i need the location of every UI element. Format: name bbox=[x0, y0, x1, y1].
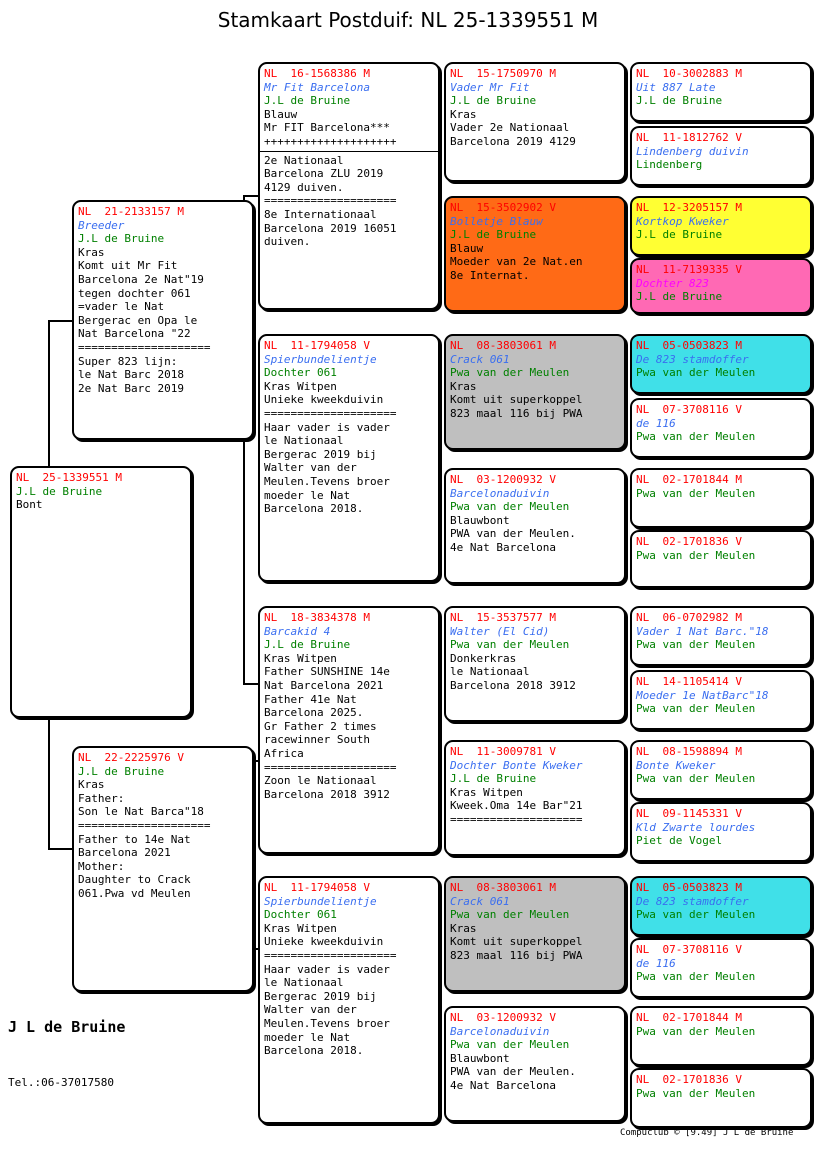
card-text-line: Lindenberg duivin bbox=[636, 144, 749, 158]
card-text-line: Pwa van der Meulen bbox=[636, 1024, 756, 1038]
pedigree-card[interactable] bbox=[444, 606, 626, 722]
card-text-line: ++++++++++++++++++++ bbox=[264, 134, 397, 148]
card-text-line: Dochter Bonte Kweker bbox=[450, 758, 583, 772]
pedigree-card[interactable] bbox=[630, 530, 812, 588]
card-text-line: ==================== bbox=[78, 340, 211, 354]
card-text-line: Dochter 823 bbox=[636, 276, 709, 290]
card-text-line: 4e Nat Barcelona bbox=[450, 540, 556, 554]
card-text-line: Bont bbox=[16, 498, 43, 512]
card-text-line: J.L de Bruine bbox=[264, 638, 351, 652]
pedigree-card[interactable] bbox=[630, 938, 812, 998]
card-text-line: 2e Nat Barc 2019 bbox=[78, 381, 184, 395]
ring-number: NL 11-1812762 V bbox=[636, 131, 742, 144]
card-text-line: J.L de Bruine bbox=[636, 228, 723, 242]
card-text-line: Komt uit superkoppel bbox=[450, 935, 583, 949]
card-text-line: Pwa van der Meulen bbox=[450, 1038, 570, 1052]
card-text-line: Kras bbox=[78, 778, 105, 792]
card-text-line: Barcelonaduivin bbox=[450, 1024, 550, 1038]
pedigree-card[interactable] bbox=[258, 606, 440, 854]
card-text-line: Pwa van der Meulen bbox=[636, 366, 756, 380]
ring-number: NL 15-1750970 M bbox=[450, 67, 556, 80]
card-text-line: Meulen.Tevens broer bbox=[264, 474, 390, 488]
pedigree-card[interactable] bbox=[444, 334, 626, 450]
card-text-line: J.L de Bruine bbox=[450, 228, 537, 242]
card-text-line: Moeder van 2e Nat.en bbox=[450, 255, 583, 269]
card-text-line: Blauw bbox=[450, 241, 484, 255]
card-divider bbox=[260, 151, 438, 152]
pedigree-card[interactable] bbox=[444, 740, 626, 856]
card-text-line: 823 maal 116 bij PWA bbox=[450, 406, 583, 420]
card-text-line: Pwa van der Meulen bbox=[450, 908, 570, 922]
card-text-line: Blauwbont bbox=[450, 513, 510, 527]
ring-number: NL 14-1105414 V bbox=[636, 675, 742, 688]
footer-credit: Compuclub © [9.49] J L de Bruine bbox=[620, 1128, 794, 1138]
ring-number: NL 25-1339551 M bbox=[16, 471, 122, 484]
card-text-line: J.L de Bruine bbox=[78, 232, 165, 246]
pedigree-card[interactable] bbox=[258, 62, 440, 310]
ring-number: NL 11-7139335 V bbox=[636, 263, 742, 276]
pedigree-card[interactable] bbox=[630, 1068, 812, 1128]
card-text-line: Super 823 lijn: bbox=[78, 354, 178, 368]
ring-number: NL 22-2225976 V bbox=[78, 751, 184, 764]
card-text-line: =vader le Nat bbox=[78, 300, 165, 314]
card-text-line: Vader Mr Fit bbox=[450, 80, 530, 94]
card-text-line: 4e Nat Barcelona bbox=[450, 1078, 556, 1092]
card-text-line: ==================== bbox=[264, 406, 397, 420]
card-text-line: Barcakid 4 bbox=[264, 624, 331, 638]
pedigree-card[interactable] bbox=[630, 258, 812, 314]
ring-number: NL 07-3708116 V bbox=[636, 943, 742, 956]
card-text-line: Father to 14e Nat bbox=[78, 832, 191, 846]
card-text-line: le Nationaal bbox=[264, 434, 344, 448]
card-text-line: Haar vader is vader bbox=[264, 962, 390, 976]
ring-number: NL 08-1598894 M bbox=[636, 745, 742, 758]
card-text-line: Barcelona 2018. bbox=[264, 1044, 364, 1058]
card-text-line: ==================== bbox=[264, 760, 397, 774]
ring-number: NL 16-1568386 M bbox=[264, 67, 370, 80]
card-text-line: Nat Barcelona 2021 bbox=[264, 678, 384, 692]
card-text-line: Walter van der bbox=[264, 461, 357, 475]
card-text-line: racewinner South bbox=[264, 733, 370, 747]
card-text-line: J.L de Bruine bbox=[450, 94, 537, 108]
connector-line bbox=[48, 848, 72, 850]
ring-number: NL 15-3502902 V bbox=[450, 201, 556, 214]
pedigree-card[interactable] bbox=[444, 468, 626, 584]
card-text-line: PWA van der Meulen. bbox=[450, 527, 576, 541]
ring-number: NL 02-1701836 V bbox=[636, 1073, 742, 1086]
card-text-line: ==================== bbox=[78, 818, 211, 832]
card-text-line: Crack 061 bbox=[450, 894, 510, 908]
card-text-line: Son le Nat Barca"18 bbox=[78, 805, 204, 819]
card-text-line: Bolletje Blauw bbox=[450, 214, 543, 228]
ring-number: NL 07-3708116 V bbox=[636, 403, 742, 416]
card-text-line: Father 41e Nat bbox=[264, 692, 357, 706]
ring-number: NL 18-3834378 M bbox=[264, 611, 370, 624]
card-text-line: J.L de Bruine bbox=[16, 484, 103, 498]
card-text-line: Donkerkras bbox=[450, 651, 517, 665]
card-text-line: PWA van der Meulen. bbox=[450, 1065, 576, 1079]
card-text-line: Mother: bbox=[78, 859, 125, 873]
card-text-line: Nat Barcelona "22 bbox=[78, 327, 191, 341]
connector-line bbox=[243, 195, 259, 197]
ring-number: NL 05-0503823 M bbox=[636, 881, 742, 894]
pedigree-card[interactable] bbox=[630, 468, 812, 528]
card-text-line: Pwa van der Meulen bbox=[636, 702, 756, 716]
card-text-line: Vader 2e Nationaal bbox=[450, 121, 570, 135]
card-text-line: Komt uit Mr Fit bbox=[78, 259, 178, 273]
card-text-line: Moeder 1e NatBarc"18 bbox=[636, 688, 769, 702]
card-text-line: Unieke kweekduivin bbox=[264, 393, 384, 407]
ring-number: NL 06-0702982 M bbox=[636, 611, 742, 624]
card-text-line: Piet de Vogel bbox=[636, 834, 723, 848]
card-text-line: Blauw bbox=[264, 107, 298, 121]
card-text-line: Meulen.Tevens broer bbox=[264, 1016, 390, 1030]
pedigree-card[interactable] bbox=[630, 334, 812, 394]
card-text-line: Pwa van der Meulen bbox=[450, 366, 570, 380]
card-text-line: Kweek.Oma 14e Bar"21 bbox=[450, 799, 583, 813]
card-text-line: J.L de Bruine bbox=[636, 290, 723, 304]
card-text-line: Barcelona 2025. bbox=[264, 706, 364, 720]
card-text-line: Pwa van der Meulen bbox=[450, 500, 570, 514]
card-text-line: Barcelona 2021 bbox=[78, 846, 171, 860]
pedigree-card[interactable] bbox=[630, 62, 812, 122]
ring-number: NL 15-3537577 M bbox=[450, 611, 556, 624]
card-text-line: J.L de Bruine bbox=[264, 94, 351, 108]
card-text-line: Mr Fit Barcelona bbox=[264, 80, 370, 94]
ring-number: NL 11-1794058 V bbox=[264, 339, 370, 352]
card-text-line: le Nationaal bbox=[264, 976, 344, 990]
pedigree-card[interactable] bbox=[258, 334, 440, 582]
card-text-line: Uit 887 Late bbox=[636, 80, 716, 94]
card-text-line: ==================== bbox=[264, 194, 397, 208]
card-text-line: Spierbundelientje bbox=[264, 894, 377, 908]
ring-number: NL 02-1701836 V bbox=[636, 535, 742, 548]
pedigree-card[interactable] bbox=[630, 196, 812, 256]
pedigree-card[interactable] bbox=[630, 802, 812, 862]
card-text-line: tegen dochter 061 bbox=[78, 286, 191, 300]
card-text-line: ==================== bbox=[450, 812, 583, 826]
ring-number: NL 10-3002883 M bbox=[636, 67, 742, 80]
card-text-line: Barcelona 2018 3912 bbox=[264, 787, 390, 801]
card-text-line: Kras bbox=[450, 379, 477, 393]
pedigree-card[interactable] bbox=[630, 606, 812, 666]
card-text-line: Pwa van der Meulen bbox=[636, 548, 756, 562]
card-text-line: Vader 1 Nat Barc."18 bbox=[636, 624, 769, 638]
card-text-line: Barcelona 2019 16051 bbox=[264, 221, 397, 235]
card-text-line: Pwa van der Meulen bbox=[636, 908, 756, 922]
pedigree-card[interactable] bbox=[444, 1006, 626, 1122]
pedigree-card[interactable] bbox=[444, 876, 626, 992]
ring-number: NL 03-1200932 V bbox=[450, 1011, 556, 1024]
ring-number: NL 12-3205157 M bbox=[636, 201, 742, 214]
card-text-line: Kras Witpen bbox=[450, 785, 523, 799]
pedigree-card[interactable] bbox=[10, 466, 192, 718]
card-text-line: Dochter 061 bbox=[264, 366, 337, 380]
card-text-line: ==================== bbox=[264, 948, 397, 962]
card-text-line: Kras bbox=[78, 245, 105, 259]
card-text-line: Pwa van der Meulen bbox=[450, 638, 570, 652]
ring-number: NL 08-3803061 M bbox=[450, 339, 556, 352]
card-text-line: Unieke kweekduivin bbox=[264, 935, 384, 949]
card-text-line: 8e Internationaal bbox=[264, 207, 377, 221]
card-text-line: Lindenberg bbox=[636, 158, 703, 172]
page-title: Stamkaart Postduif: NL 25-1339551 M bbox=[217, 8, 599, 32]
card-text-line: Walter (El Cid) bbox=[450, 624, 550, 638]
card-text-line: Pwa van der Meulen bbox=[636, 486, 756, 500]
pedigree-card[interactable] bbox=[258, 876, 440, 1124]
card-text-line: Crack 061 bbox=[450, 352, 510, 366]
card-text-line: Zoon le Nationaal bbox=[264, 774, 377, 788]
ring-number: NL 08-3803061 M bbox=[450, 881, 556, 894]
card-text-line: 2e Nationaal bbox=[264, 153, 344, 167]
card-text-line: Pwa van der Meulen bbox=[636, 970, 756, 984]
pedigree-card[interactable] bbox=[630, 398, 812, 458]
connector-line bbox=[243, 683, 259, 685]
card-text-line: Gr Father 2 times bbox=[264, 719, 377, 733]
card-text-line: Kld Zwarte lourdes bbox=[636, 820, 756, 834]
pedigree-card[interactable] bbox=[444, 196, 626, 312]
card-text-line: J.L de Bruine bbox=[450, 772, 537, 786]
card-text-line: Pwa van der Meulen bbox=[636, 430, 756, 444]
card-text-line: Komt uit superkoppel bbox=[450, 393, 583, 407]
card-text-line: Father SUNSHINE 14e bbox=[264, 665, 390, 679]
card-text-line: 823 maal 116 bij PWA bbox=[450, 948, 583, 962]
pedigree-card[interactable] bbox=[630, 670, 812, 730]
card-text-line: Mr FIT Barcelona*** bbox=[264, 121, 390, 135]
card-text-line: Barcelona 2019 4129 bbox=[450, 134, 576, 148]
ring-number: NL 02-1701844 M bbox=[636, 1011, 742, 1024]
pedigree-card[interactable] bbox=[630, 1006, 812, 1066]
ring-number: NL 09-1145331 V bbox=[636, 807, 742, 820]
card-text-line: le Nationaal bbox=[450, 665, 530, 679]
card-text-line: 4129 duiven. bbox=[264, 180, 344, 194]
card-text-line: Kras bbox=[450, 107, 477, 121]
card-text-line: moeder le Nat bbox=[264, 1030, 351, 1044]
card-text-line: Blauwbont bbox=[450, 1051, 510, 1065]
card-text-line: Bergerac 2019 bij bbox=[264, 989, 377, 1003]
card-text-line: Bonte Kweker bbox=[636, 758, 716, 772]
ring-number: NL 02-1701844 M bbox=[636, 473, 742, 486]
card-text-line: Kras bbox=[450, 921, 477, 935]
card-text-line: De 823 stamdoffer bbox=[636, 894, 749, 908]
pedigree-card[interactable] bbox=[630, 876, 812, 936]
connector-line bbox=[48, 320, 72, 322]
pedigree-card[interactable] bbox=[72, 200, 254, 440]
card-text-line: Pwa van der Meulen bbox=[636, 772, 756, 786]
card-text-line: Father: bbox=[78, 791, 125, 805]
card-text-line: de 116 bbox=[636, 416, 676, 430]
card-text-line: Kortkop Kweker bbox=[636, 214, 729, 228]
phone-number: Tel.:06-37017580 bbox=[8, 1076, 114, 1089]
card-text-line: J.L de Bruine bbox=[78, 764, 165, 778]
card-text-line: moeder le Nat bbox=[264, 488, 351, 502]
card-text-line: 061.Pwa vd Meulen bbox=[78, 886, 191, 900]
pedigree-card[interactable] bbox=[72, 746, 254, 992]
card-text-line: Barcelonaduivin bbox=[450, 486, 550, 500]
breeder-signature: J L de Bruine bbox=[8, 1018, 126, 1036]
card-text-line: Barcelona ZLU 2019 bbox=[264, 167, 384, 181]
card-text-line: De 823 stamdoffer bbox=[636, 352, 749, 366]
card-text-line: Africa bbox=[264, 746, 304, 760]
card-text-line: Bergerac en Opa le bbox=[78, 313, 198, 327]
card-text-line: Pwa van der Meulen bbox=[636, 1086, 756, 1100]
card-text-line: J.L de Bruine bbox=[636, 94, 723, 108]
pedigree-card[interactable] bbox=[630, 126, 812, 186]
card-text-line: Barcelona 2018. bbox=[264, 502, 364, 516]
ring-number: NL 03-1200932 V bbox=[450, 473, 556, 486]
ring-number: NL 21-2133157 M bbox=[78, 205, 184, 218]
pedigree-card[interactable] bbox=[444, 62, 626, 182]
card-text-line: Kras Witpen bbox=[264, 651, 337, 665]
card-text-line: Dochter 061 bbox=[264, 908, 337, 922]
card-text-line: Kras Witpen bbox=[264, 921, 337, 935]
card-text-line: duiven. bbox=[264, 235, 311, 249]
card-text-line: le Nat Barc 2018 bbox=[78, 368, 184, 382]
ring-number: NL 11-3009781 V bbox=[450, 745, 556, 758]
ring-number: NL 05-0503823 M bbox=[636, 339, 742, 352]
pedigree-card[interactable] bbox=[630, 740, 812, 800]
ring-number: NL 11-1794058 V bbox=[264, 881, 370, 894]
card-text-line: Bergerac 2019 bij bbox=[264, 447, 377, 461]
card-text-line: de 116 bbox=[636, 956, 676, 970]
card-text-line: Breeder bbox=[78, 218, 125, 232]
card-text-line: Haar vader is vader bbox=[264, 420, 390, 434]
card-text-line: 8e Internat. bbox=[450, 268, 530, 282]
card-text-line: Spierbundelientje bbox=[264, 352, 377, 366]
card-text-line: Walter van der bbox=[264, 1003, 357, 1017]
card-text-line: Barcelona 2e Nat"19 bbox=[78, 272, 204, 286]
card-text-line: Pwa van der Meulen bbox=[636, 638, 756, 652]
card-text-line: Barcelona 2018 3912 bbox=[450, 678, 576, 692]
card-text-line: Daughter to Crack bbox=[78, 873, 191, 887]
card-text-line: Kras Witpen bbox=[264, 379, 337, 393]
